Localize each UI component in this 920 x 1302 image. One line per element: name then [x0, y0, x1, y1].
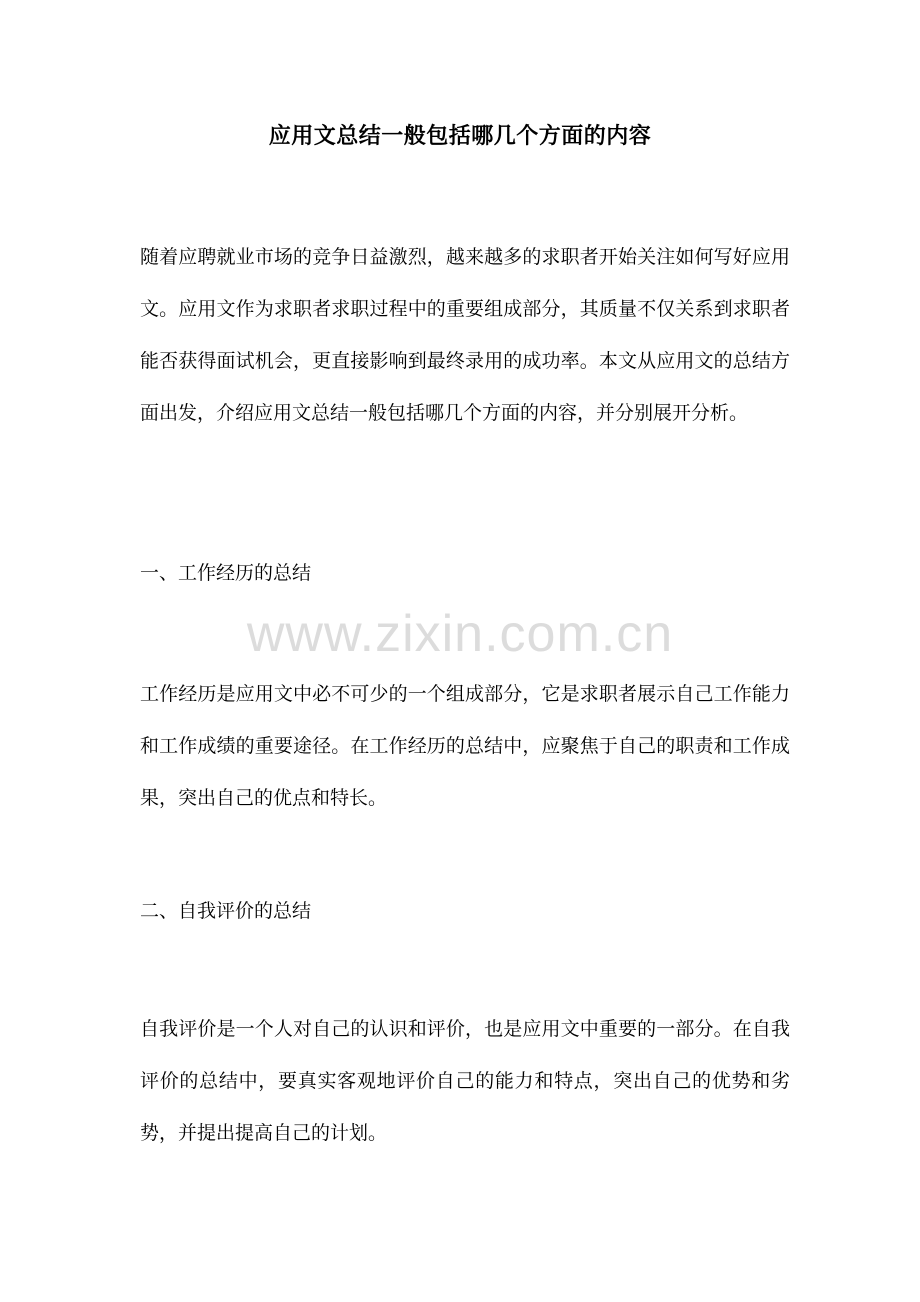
document-title: 应用文总结一般包括哪几个方面的内容	[268, 123, 652, 149]
section-1-heading: 一、工作经历的总结	[140, 562, 312, 584]
intro-paragraph: 随着应聘就业市场的竞争日益激烈，越来越多的求职者开始关注如何写好应用文。应用文作为求职者求职过程中的重要组成部分，其质量不仅关系到求职者能否获得面试机会，更直接影响到最终录用的成功率。本文从应用文的总结方面出发，介绍应用文总结一般包括哪几个方面的内容，并分别展开分析。	[140, 246, 790, 424]
section-1-body: 工作经历是应用文中必不可少的一个组成部分，它是求职者展示自己工作能力和工作成绩的重要途径。在工作经历的总结中，应聚焦于自己的职责和工作成果，突出自己的优点和特长。	[140, 683, 790, 809]
watermark: www.zixin.com.cn	[246, 605, 674, 663]
section-2-heading: 二、自我评价的总结	[140, 900, 312, 922]
section-2-body: 自我评价是一个人对自己的认识和评价，也是应用文中重要的一部分。在自我评价的总结中，要真实客观地评价自己的能力和特点，突出自己的优势和劣势，并提出提高自己的计划。	[140, 1018, 790, 1144]
